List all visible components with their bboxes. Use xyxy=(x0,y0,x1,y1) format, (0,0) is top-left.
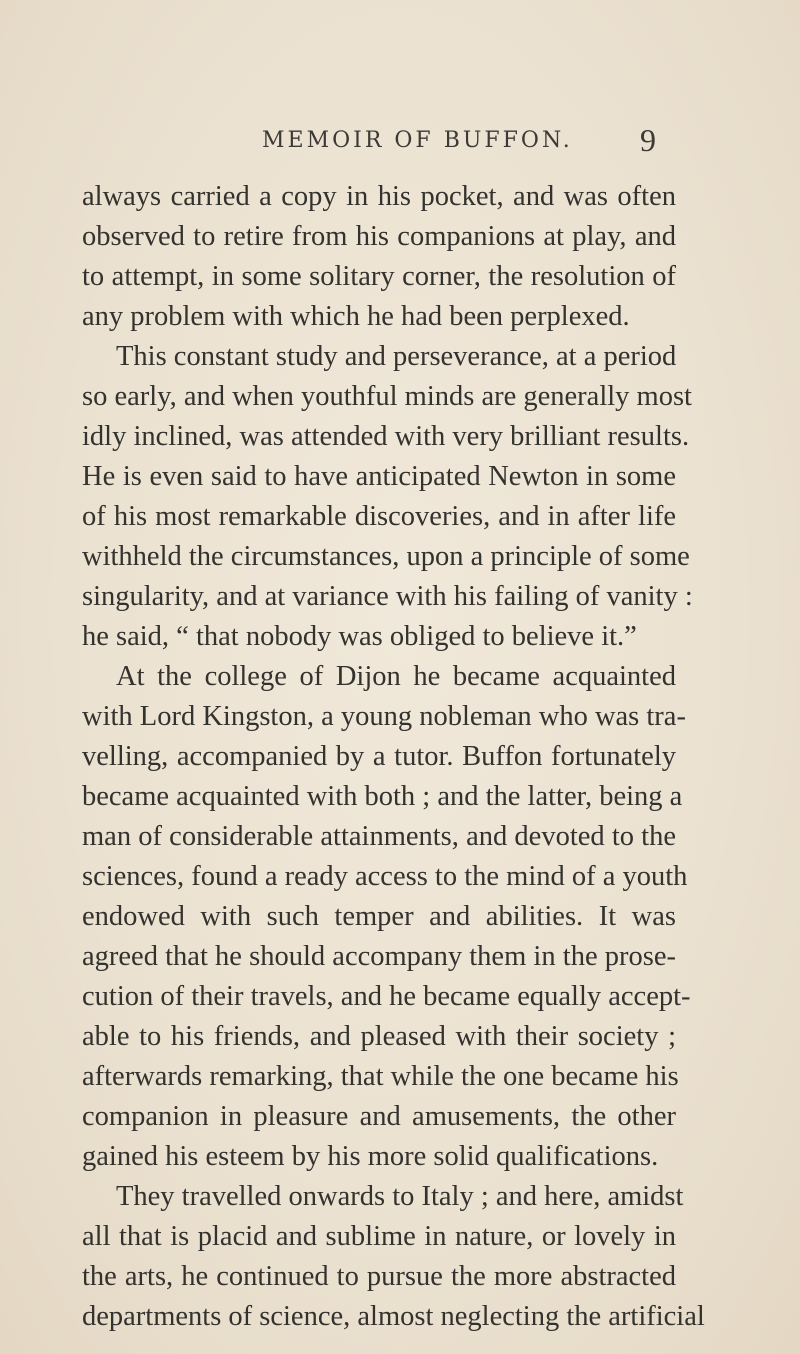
text-line: of his most remarkable discoveries, and in after life xyxy=(82,501,676,532)
text-line: At the college of Dijon he became acquainted xyxy=(116,661,676,692)
text-line: able to his friends, and pleased with their society ; xyxy=(82,1021,676,1052)
body-text xyxy=(82,177,705,1337)
text-line: afterwards remarking, that while the one became his xyxy=(82,1061,679,1092)
text-line: He is even said to have anticipated Newton in some xyxy=(82,461,676,492)
page-header xyxy=(0,122,800,168)
text-line: with Lord Kingston, a young nobleman who was tra- xyxy=(82,701,686,732)
text-line: so early, and when youthful minds are generally most xyxy=(82,381,692,412)
text-line: always carried a copy in his pocket, and was often xyxy=(82,181,676,212)
text-line: observed to retire from his companions at play, and xyxy=(82,221,676,252)
text-line: They travelled onwards to Italy ; and here, amidst xyxy=(116,1181,684,1212)
text-line: singularity, and at variance with his failing of vanity : xyxy=(82,581,693,612)
running-head: MEMOIR OF BUFFON. xyxy=(262,128,573,153)
text-line: sciences, found a ready access to the mind of a youth xyxy=(82,861,688,892)
text-line: idly inclined, was attended with very brilliant results. xyxy=(82,421,690,452)
text-line: This constant study and perseverance, at a period xyxy=(116,341,677,372)
text-line: companion in pleasure and amusements, the other xyxy=(82,1101,676,1132)
text-line: became acquainted with both ; and the latter, being a xyxy=(82,781,683,812)
text-line: man of considerable attainments, and devoted to the xyxy=(82,821,676,852)
text-line: the arts, he continued to pursue the more abstracted xyxy=(82,1261,676,1292)
text-line: to attempt, in some solitary corner, the resolution of xyxy=(82,261,676,292)
text-line: all that is placid and sublime in nature, or lovely in xyxy=(82,1221,676,1252)
text-line: endowed with such temper and abilities. It was xyxy=(82,901,676,932)
page-number: 9 xyxy=(640,122,656,158)
text-line: cution of their travels, and he became equally accept- xyxy=(82,981,691,1012)
text-line: withheld the circumstances, upon a principle of some xyxy=(82,541,690,572)
text-line: velling, accompanied by a tutor. Buffon fortunately xyxy=(82,741,676,772)
text-line: departments of science, almost neglecting the artificial xyxy=(82,1301,705,1332)
text-line: agreed that he should accompany them in the prose- xyxy=(82,941,676,972)
text-line: gained his esteem by his more solid qualifications. xyxy=(82,1141,659,1172)
text-line: he said, “ that nobody was obliged to believe it.” xyxy=(82,621,637,652)
text-line: any problem with which he had been perplexed. xyxy=(82,301,630,332)
